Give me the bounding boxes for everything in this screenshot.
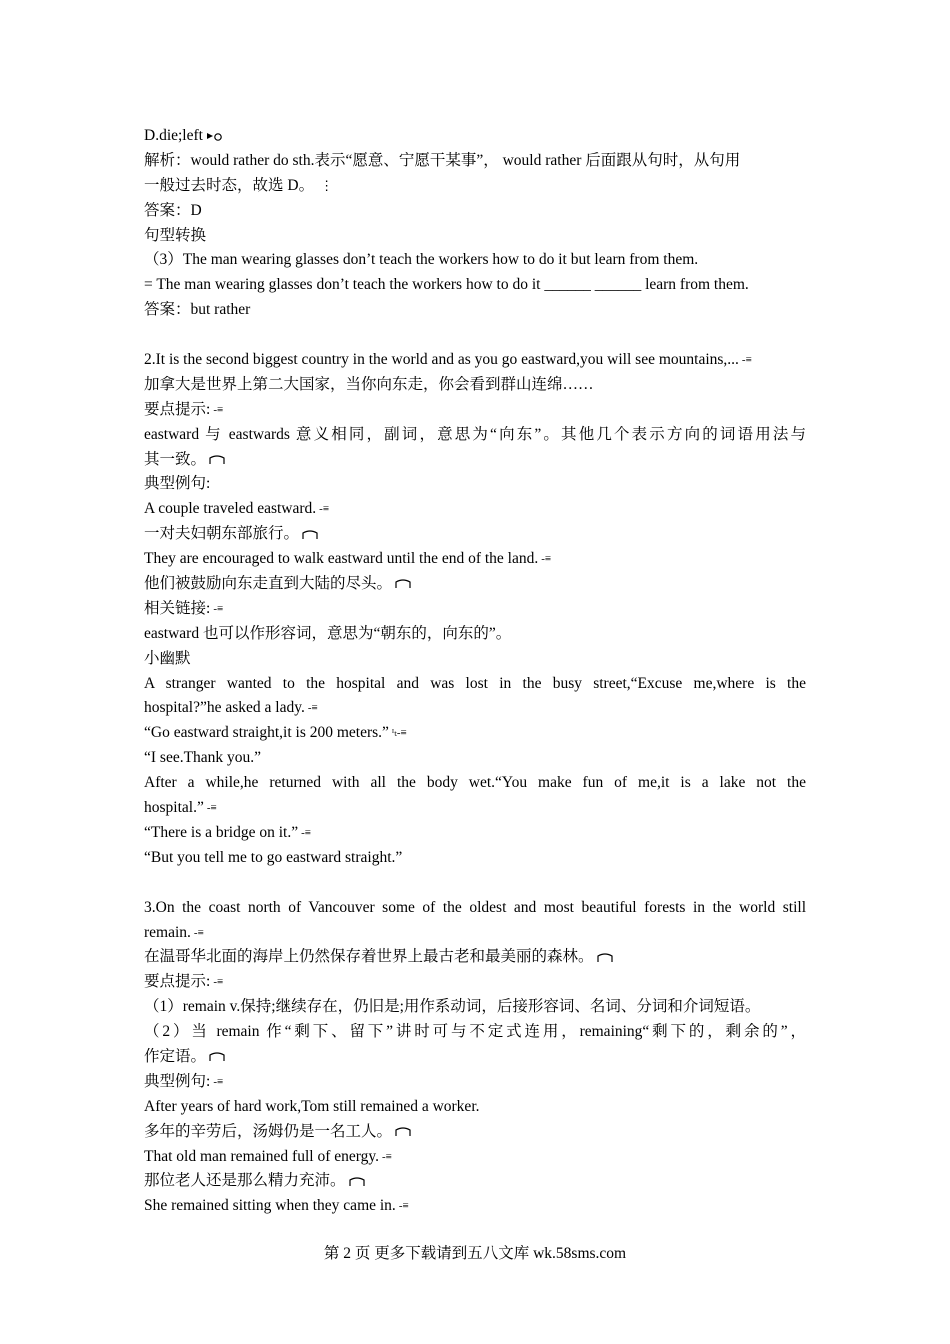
paragraph-mark-icon — [395, 1127, 411, 1137]
analysis-line-2 — [144, 174, 806, 199]
line-text: hospital.” — [144, 799, 204, 817]
label-line — [144, 970, 806, 995]
paragraph-mark-icon: -≡ — [301, 826, 311, 839]
line-text: 那位老人还是那么精力充沛。 — [144, 1172, 346, 1190]
paragraph-mark-icon — [209, 1052, 225, 1062]
line-text: 他们被鼓励向东走直到大陆的尽头。 — [144, 575, 393, 593]
story-line — [144, 696, 806, 721]
option-d-line — [144, 124, 806, 149]
blank-line — [144, 871, 806, 896]
line-text: remain. — [144, 923, 191, 941]
paragraph-mark-icon: -≡ — [213, 1075, 224, 1088]
line-text: 在温哥华北面的海岸上仍然保存着世界上最古老和最美丽的森林。 — [144, 948, 594, 966]
answer-line: 答案：but rather — [144, 301, 251, 319]
line-text: 要点提示: — [144, 973, 211, 991]
paragraph-mark-icon — [349, 1177, 365, 1187]
text-line: eastward 也可以作形容词，意思为“朝东的，向东的”。 — [144, 624, 512, 642]
paragraph-mark-icon: -≡ — [319, 503, 330, 516]
text-line: （2）当 remain 作“剩下、留下”讲时可与不定式连用，remaining“剩下的，剩余的”， — [144, 1023, 806, 1041]
line-text: “There is a bridge on it.” — [144, 823, 299, 841]
line-text: That old man remained full of energy. — [144, 1147, 380, 1165]
story-line: A stranger wanted to the hospital and was lost in the busy street,“Excuse me,where is the — [144, 674, 806, 692]
cursor-mark-icon — [206, 130, 224, 142]
label-line — [144, 1070, 806, 1095]
line-text: hospital?”he asked a lady. — [144, 699, 305, 717]
example-translation — [144, 1120, 806, 1145]
example-translation — [144, 572, 806, 597]
story-line — [144, 796, 806, 821]
page-body — [144, 124, 806, 1219]
label-line — [144, 398, 806, 423]
paragraph-mark-icon: -≡ — [213, 403, 224, 416]
line-text: 典型例句: — [144, 1072, 211, 1090]
paragraph-mark-icon — [209, 455, 225, 465]
item-heading — [144, 348, 806, 373]
line-text: 2.It is the second biggest country in the world and as you go eastward,you will see mountains,... — [144, 351, 739, 369]
example-line — [144, 1194, 806, 1219]
example-translation — [144, 1169, 806, 1194]
story-line: After a while,he returned with all the body wet.“You make fun of me,it is a lake not the — [144, 774, 806, 792]
paragraph-mark-icon: -≡ — [398, 1200, 409, 1213]
story-line: “But you tell me to go eastward straight.” — [144, 848, 403, 866]
paragraph-mark-icon: ᴵₜ-≡ — [391, 727, 407, 740]
paragraph-mark-icon: -≡ — [193, 926, 204, 939]
analysis-line-1: 解析：would rather do sth.表示“愿意、宁愿干某事”， would rather 后面跟从句时，从句用 — [144, 151, 741, 169]
example-line: After years of hard work,Tom still remained a worker. — [144, 1097, 480, 1115]
paragraph-mark-icon — [395, 579, 411, 589]
paragraph-mark-icon — [302, 530, 318, 540]
line-text: 相关链接: — [144, 599, 211, 617]
item-heading: 3.On the coast north of Vancouver some of the oldest and most beautiful forests in the world still — [144, 898, 806, 916]
line-text: 要点提示: — [144, 400, 211, 418]
line-text: 多年的辛劳后，汤姆仍是一名工人。 — [144, 1122, 393, 1140]
item-heading — [144, 921, 806, 946]
text-line — [144, 1045, 806, 1070]
text-line: eastward 与 eastwards 意义相同，副词，意思为“向东”。其他几个表示方向的词语用法与 — [144, 425, 806, 443]
story-line: “I see.Thank you.” — [144, 749, 262, 767]
text-line — [144, 448, 806, 473]
section-heading: 句型转换 — [144, 226, 207, 244]
story-line — [144, 721, 806, 746]
paragraph-mark-icon: ⋮ — [320, 177, 334, 193]
blank-line — [144, 323, 806, 348]
line-text: A couple traveled eastward. — [144, 500, 317, 518]
line-text: They are encouraged to walk eastward until the end of the land. — [144, 550, 539, 568]
paragraph-mark-icon: -≡ — [213, 602, 224, 615]
translation-line — [144, 945, 806, 970]
paragraph-mark-icon: -≡ — [206, 802, 217, 815]
example-line — [144, 497, 806, 522]
line-text: 一般过去时态，故选 D。 — [144, 176, 315, 194]
story-line — [144, 821, 806, 846]
paragraph-mark-icon: -≡ — [541, 553, 552, 566]
translation-line: 加拿大是世界上第二大国家，当你向东走，你会看到群山连绵…… — [144, 375, 594, 393]
line-text: “Go eastward straight,it is 200 meters.” — [144, 724, 389, 742]
paragraph-mark-icon: -≡ — [307, 702, 318, 715]
line-text: She remained sitting when they came in. — [144, 1197, 396, 1215]
answer-line: 答案：D — [144, 201, 202, 219]
line-text: 其一致。 — [144, 450, 207, 468]
paragraph-mark-icon: -≡ — [382, 1150, 392, 1163]
label-line: 典型例句: — [144, 475, 211, 493]
example-translation — [144, 522, 806, 547]
line-text: D.die;left — [144, 127, 203, 144]
line-text: 一对夫妇朝东部旅行。 — [144, 525, 300, 543]
paragraph-mark-icon: -≡ — [213, 976, 224, 989]
page-footer: 第 2 页 更多下载请到五八文库 wk.58sms.com — [323, 1245, 627, 1262]
text-line: （1）remain v.保持;继续存在，仍旧是;用作系动词，后接形容词、名词、分词和介词短语。 — [144, 998, 761, 1016]
label-line — [144, 597, 806, 622]
example-line — [144, 547, 806, 572]
paragraph-mark-icon: -≡ — [741, 354, 752, 367]
sentence-line: = The man wearing glasses don’t teach the workers how to do it ______ ______ learn from them. — [144, 276, 749, 294]
sentence-line: （3）The man wearing glasses don’t teach the workers how to do it but learn from them. — [144, 251, 699, 269]
line-text: 作定语。 — [144, 1047, 207, 1065]
paragraph-mark-icon — [597, 953, 613, 963]
label-line: 小幽默 — [144, 649, 191, 667]
example-line — [144, 1145, 806, 1170]
